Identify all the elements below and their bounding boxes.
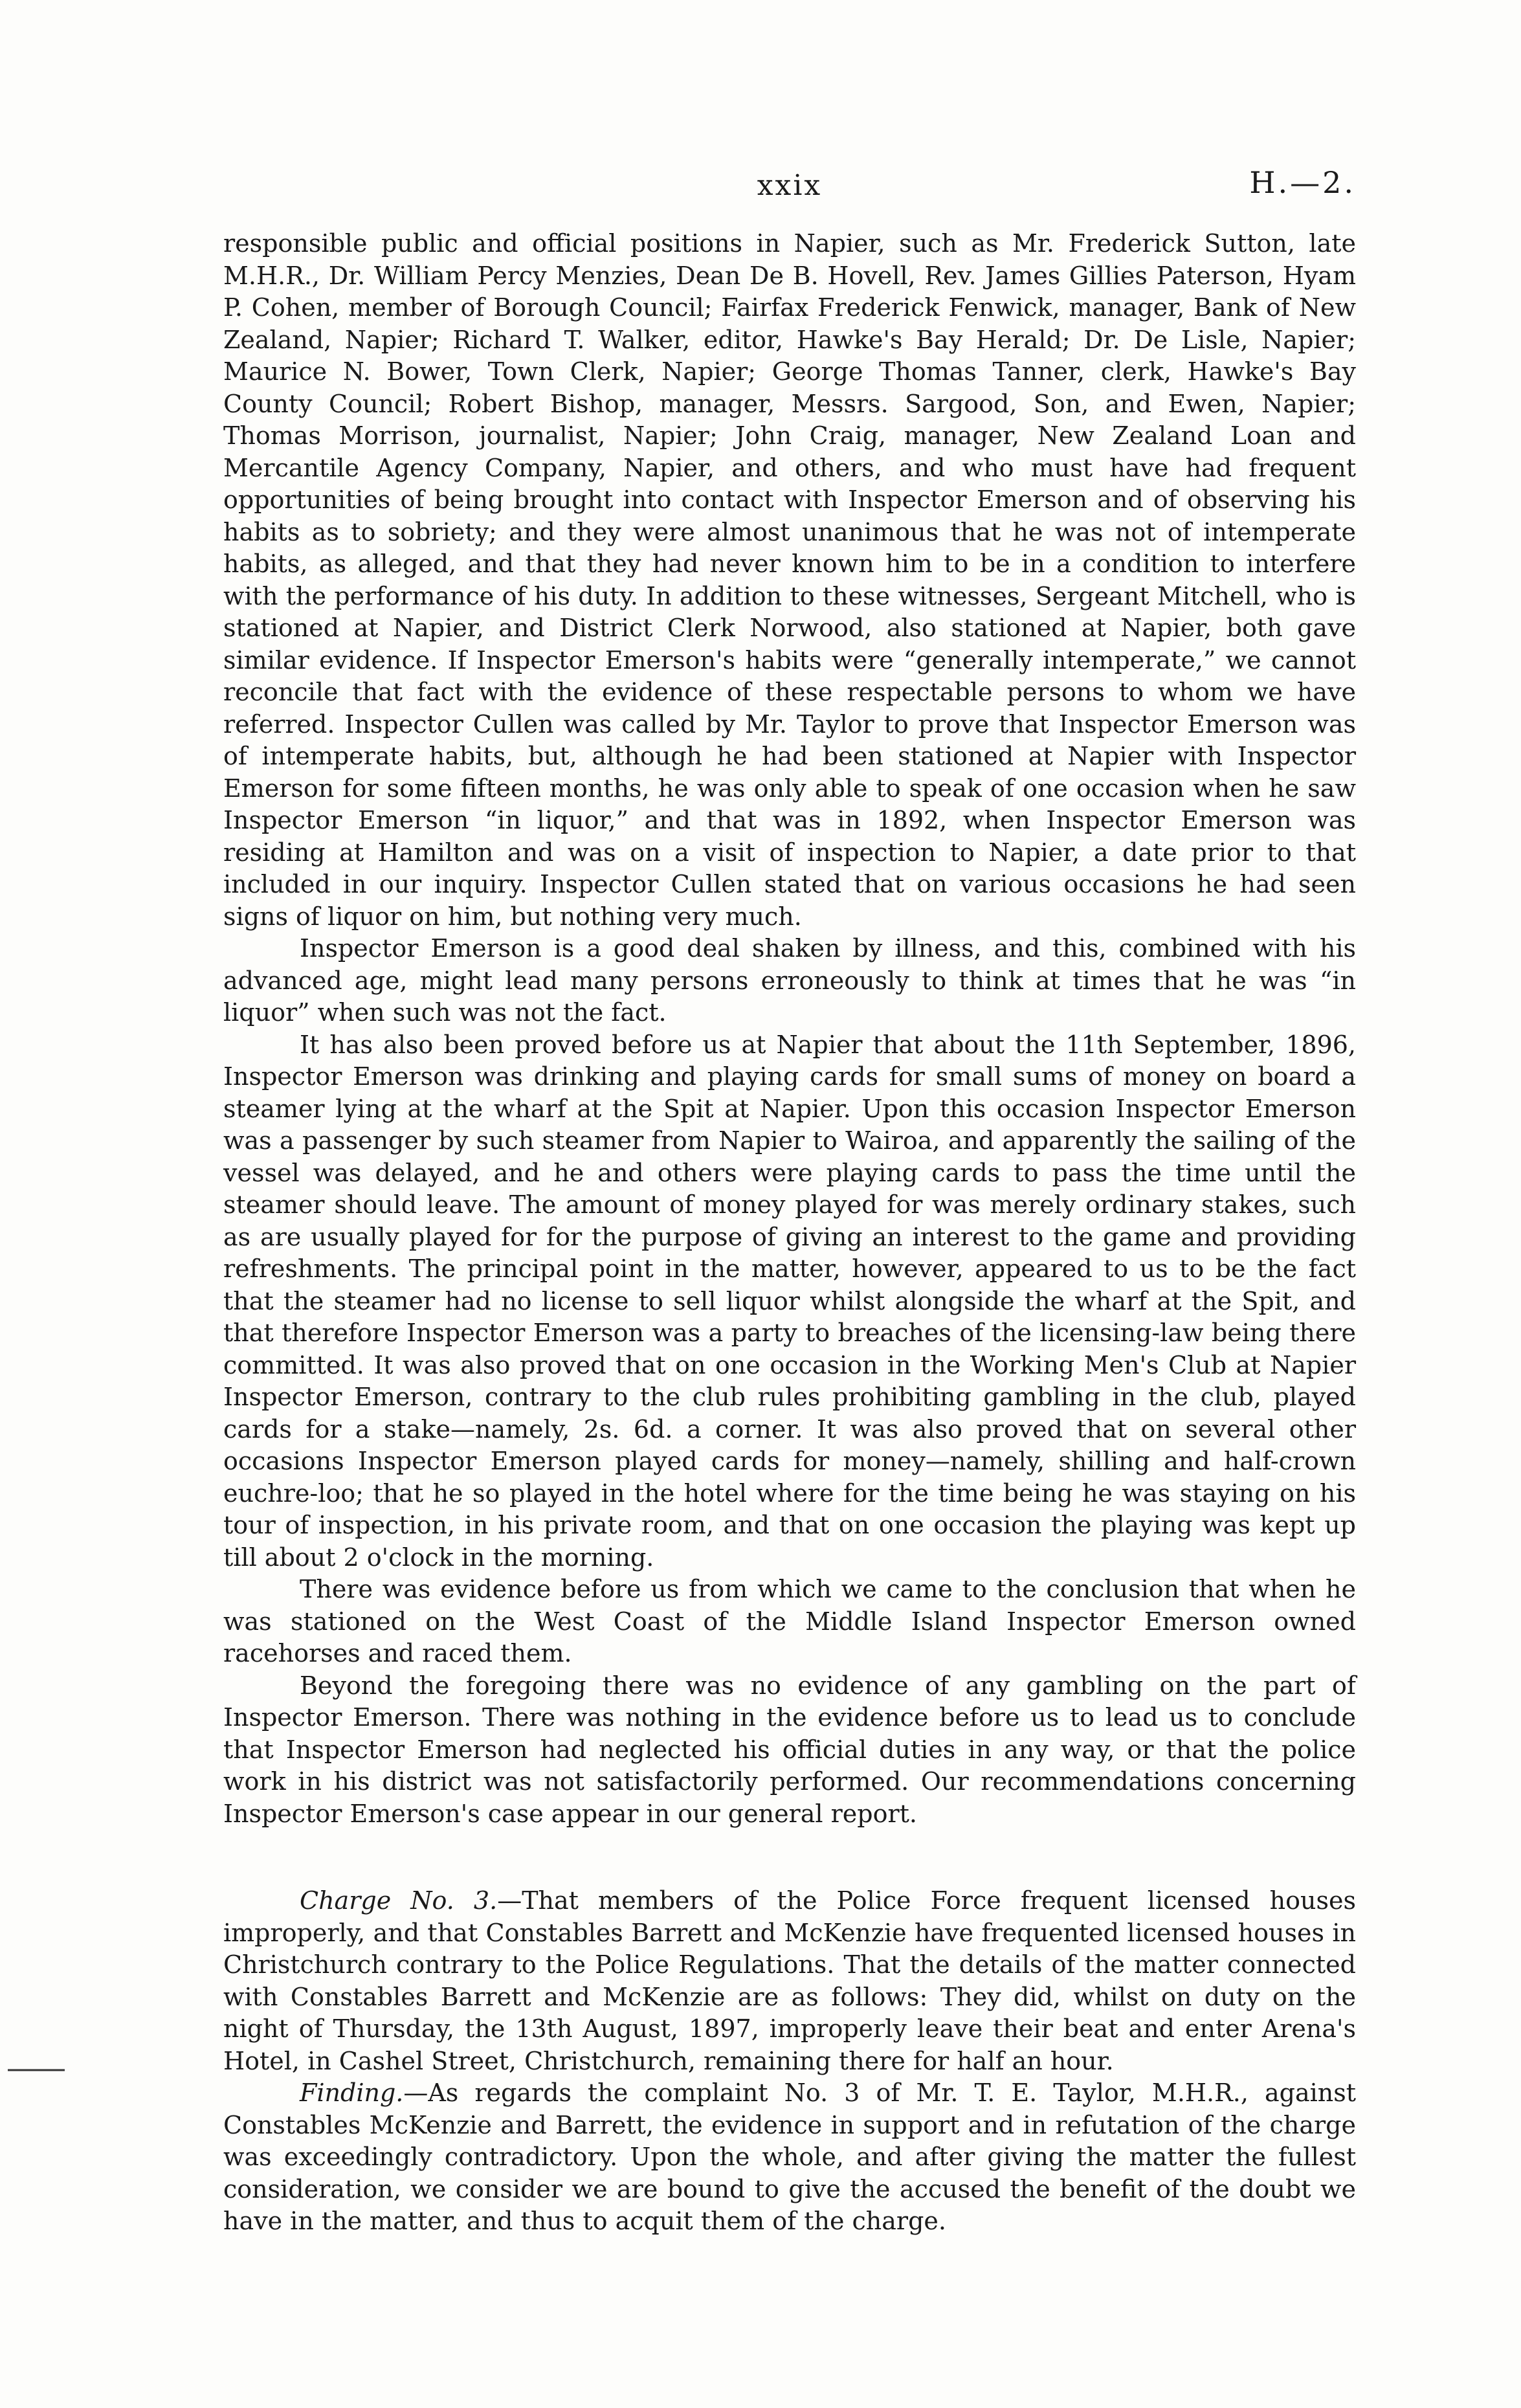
paragraph-card-playing: It has also been proved before us at Napier that about the 11th September, 1896, Inspector Emerson was drinking and playing cards for small sums of money on board a steamer lying at the wharf at the Spit at Napier. Upon this occasion Inspector Emerson was a passenger by such steamer from Napier to Wairoa, and apparently the sailing of the vessel was delayed, and he and others were playing cards to pass the time until the steamer should leave. The amount of money played for was merely ordinary stakes, such as are usually played for for the purpose of giving an interest to the game and providing refreshments. The principal point in the matter, however, appeared to us to be the fact that the steamer had no license to sell liquor whilst alongside the wharf at the Spit, and that therefore Inspector Emerson was a party to breaches of the licensing-law being there committed. It was also proved that on one occasion in the Working Men's Club at Napier Inspector Emerson, contrary to the club rules prohibiting gambling in the club, played cards for a stake—namely, 2s. 6d. a corner. It was also proved that on several other occasions Inspector Emerson played cards for money—namely, shilling and half-crown euchre-loo; that he so played in the hotel where for the time being he was staying on his tour of inspection, in his private room, and that on one occasion the playing was kept up till about 2 o'clock in the morning. [223,1030,1356,1572]
finding-paragraph [223,2077,1356,2238]
paragraph-racehorses: There was evidence before us from which we came to the conclusion that when he was stationed on the West Coast of the Middle Island Inspector Emerson owned racehorses and raced them. [223,1575,1356,1667]
charge-paragraph [223,1885,1356,2077]
paragraph-continuation: responsible public and official positions in Napier, such as Mr. Frederick Sutton, late M.H.R., Dr. William Percy Menzies, Dean De B. Hovell, Rev. James Gillies Paterson, Hyam P. Cohen, member of Borough Council; Fairfax Frederick Fenwick, manager, Bank of New Zealand, Napier; Richard T. Walker, editor, Hawke's Bay Herald; Dr. De Lisle, Napier; Maurice N. Bower, Town Clerk, Napier; George Thomas Tanner, clerk, Hawke's Bay County Council; Robert Bishop, manager, Messrs. Sargood, Son, and Ewen, Napier; Thomas Morrison, journalist, Napier; John Craig, manager, New Zealand Loan and Mercantile Agency Company, Napier, and others, and who must have had frequent opportunities of being brought into contact with Inspector Emerson and of observing his habits as to sobriety; and they were almost unanimous that he was not of intemperate habits, as alleged, and that they had never known him to be in a condition to interfere with the performance of his duty. In addition to these witnesses, Sergeant Mitchell, who is stationed at Napier, and District Clerk Norwood, also stationed at Napier, both gave similar evidence. If Inspector Emerson's habits were “generally intemperate,” we cannot reconcile that fact with the evidence of these respectable persons to whom we have referred. Inspector Cullen was called by Mr. Taylor to prove that Inspector Emerson was of intemperate habits, but, although he had been stationed at Napier with Inspector Emerson for some fifteen months, he was only able to speak of one occasion when he saw Inspector Emerson “in liquor,” and that was in 1892, when Inspector Emerson was residing at Hamilton and was on a visit of inspection to Napier, a date prior to that included in our inquiry. Inspector Cullen stated that on various occasions he had seen signs of liquor on him, but nothing very much. [223,229,1356,931]
margin-dash-mark [8,2068,65,2072]
section-spacer [223,1830,1356,1885]
report-body [223,228,1356,2238]
charge-text: —That members of the Police Force frequent licensed houses improperly, and that Constables Barrett and McKenzie have frequented licensed houses in Christchurch contrary to the Police Regulations. That the details of the matter connected with Constables Barrett and McKenzie are as follows: They did, whilst on duty on the night of Thursday, the 13th August, 1897, improperly leave their beat and enter Arena's Hotel, in Cashel Street, Christchurch, remaining there for half an hour. [223,1886,1356,2075]
paragraph-illness: Inspector Emerson is a good deal shaken by illness, and this, combined with his advanced age, might lead many persons erroneously to think at times that he was “in liquor” when such was not the fact. [223,934,1356,1027]
charge-heading: Charge No. 3. [300,1886,498,1915]
paper-reference: H.—2. [1249,165,1356,200]
page-header [223,165,1356,204]
finding-heading: Finding. [300,2079,404,2107]
paragraph-conclusion: Beyond the foregoing there was no evidence of any gambling on the part of Inspector Emerson. There was nothing in the evidence before us to lead us to conclude that Inspector Emerson had neglected his official duties in any way, or that the police work in his district was not satisfactorily performed. Our recommendations concerning Inspector Emerson's case appear in our general report. [223,1671,1356,1828]
page-number: xxix [757,169,823,202]
finding-text: —As regards the complaint No. 3 of Mr. T. E. Taylor, M.H.R., against Constables McKenzie and Barrett, the evidence in support and in refutation of the charge was exceedingly contradictory. Upon the whole, and after giving the matter the fullest consideration, we consider we are bound to give the accused the benefit of the doubt we have in the matter, and thus to acquit them of the charge. [223,2079,1356,2235]
